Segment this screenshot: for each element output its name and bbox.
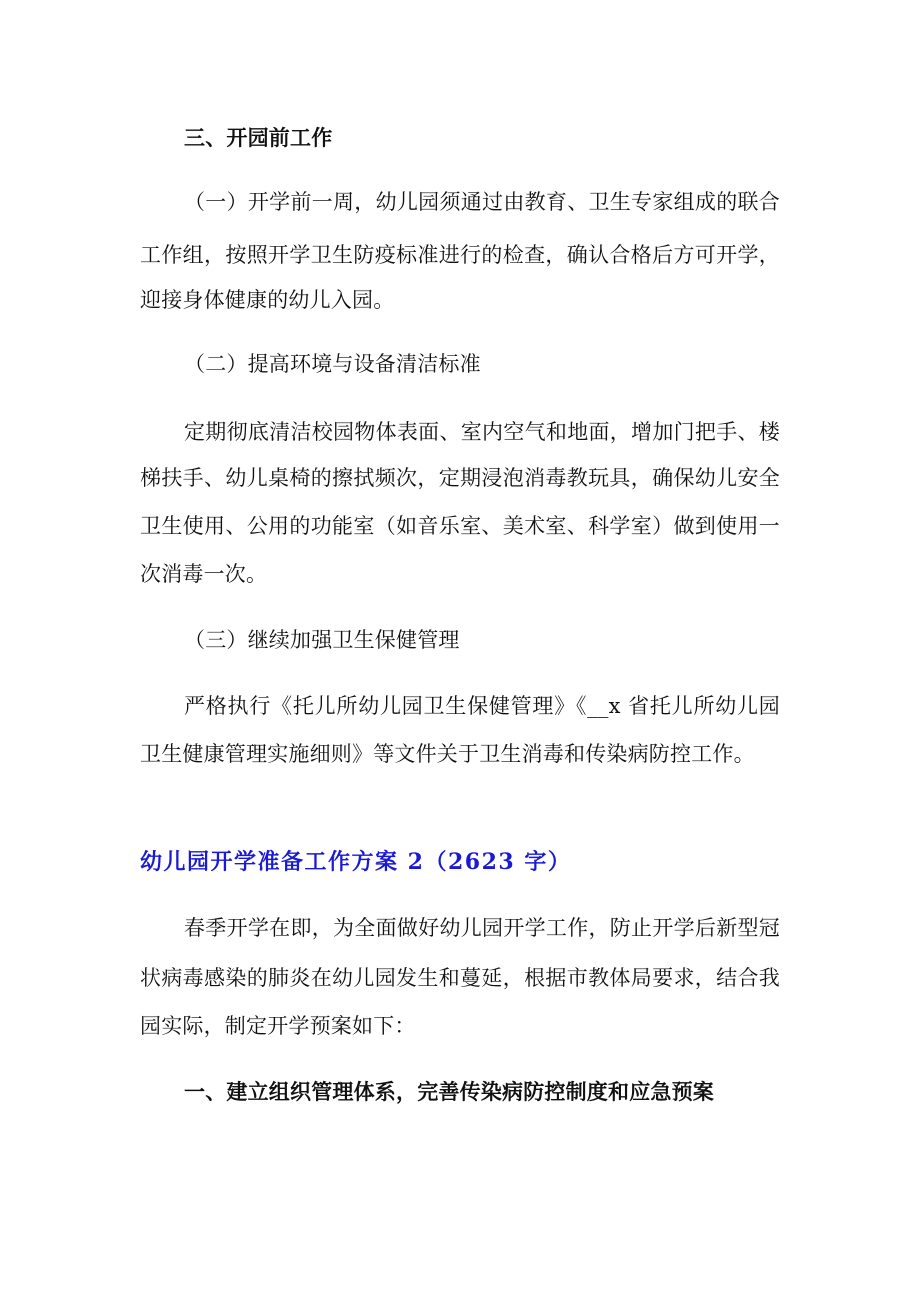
item-3-line-1: 严格执行《托儿所幼儿园卫生保健管理》《__x 省托儿所幼儿园 bbox=[184, 694, 780, 718]
section-1-title: 一、建立组织管理体系，完善传染病防控制度和应急预案 bbox=[184, 1079, 714, 1104]
plan-2-heading: 幼儿园开学准备工作方案 2（2623 字） bbox=[140, 849, 572, 875]
section-3-title: 三、开园前工作 bbox=[184, 125, 333, 150]
item-1-line-3: 迎接身体健康的幼儿入园。 bbox=[140, 288, 395, 312]
item-2-line-4: 次消毒一次。 bbox=[140, 562, 268, 586]
item-2-line-1: 定期彻底清洁校园物体表面、室内空气和地面，增加门把手、楼 bbox=[184, 420, 780, 444]
item-3-line-2: 卫生健康管理实施细则》等文件关于卫生消毒和传染病防控工作。 bbox=[140, 742, 755, 766]
item-1-line-1: （一）开学前一周，幼儿园须通过由教育、卫生专家组成的联合 bbox=[184, 190, 780, 214]
intro-line-3: 园实际，制定开学预案如下： bbox=[140, 1014, 416, 1038]
item-1-line-2: 工作组，按照开学卫生防疫标准进行的检查，确认合格后方可开学， bbox=[140, 243, 780, 267]
item-2-line-2: 梯扶手、幼儿桌椅的擦拭频次，定期浸泡消毒教玩具，确保幼儿安全 bbox=[140, 466, 780, 490]
item-2-line-3: 卫生使用、公用的功能室（如音乐室、美术室、科学室）做到使用一 bbox=[140, 514, 780, 538]
intro-line-2: 状病毒感染的肺炎在幼儿园发生和蔓延，根据市教体局要求，结合我 bbox=[140, 966, 780, 990]
intro-line-1: 春季开学在即，为全面做好幼儿园开学工作，防止开学后新型冠 bbox=[184, 916, 780, 940]
item-3-title: （三）继续加强卫生保健管理 bbox=[184, 628, 460, 652]
item-2-title: （二）提高环境与设备清洁标准 bbox=[184, 352, 481, 376]
